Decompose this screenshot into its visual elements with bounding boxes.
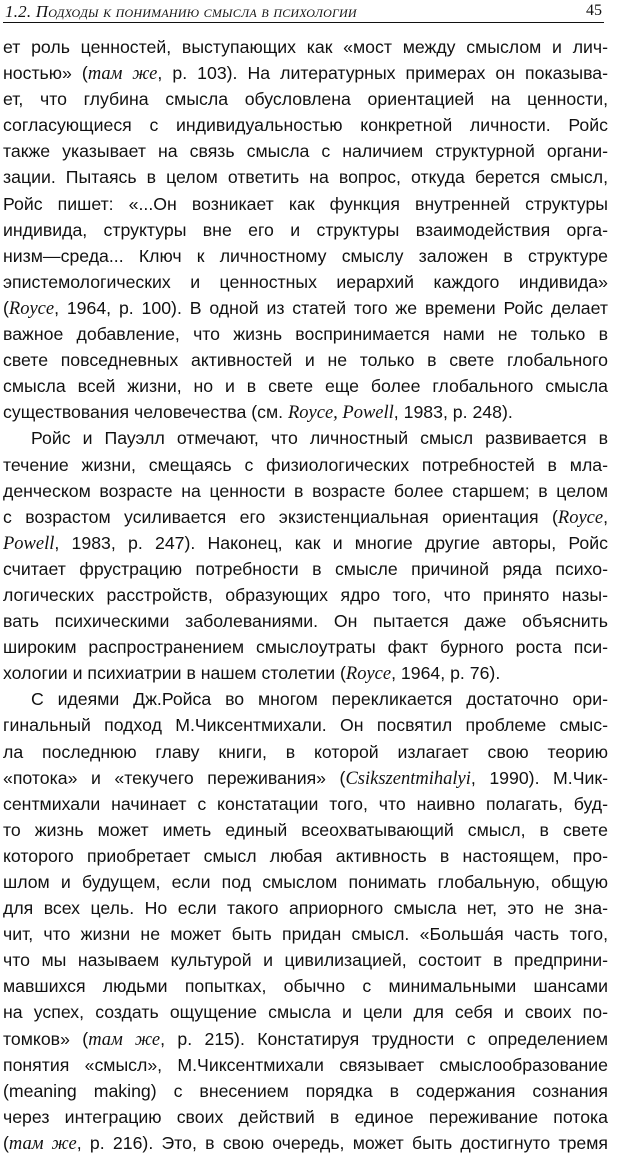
chapter-heading: 1.2. Подходы к пониманию смысла в психологии xyxy=(5,2,357,21)
text-line: ет, что глубина смысла обусловлена ориентацией на ценности, xyxy=(3,89,608,110)
text-line: для всех цель. Но если такого априорного смысла нет, это не зна- xyxy=(3,898,608,919)
page-number: 45 xyxy=(586,2,602,19)
text-line: согласующиеся с индивидуальностью конкретной личности. Ройс xyxy=(3,115,608,136)
header-rule xyxy=(3,22,604,23)
text-line: смысла всей жизни, но и в свете еще более глобального смысла xyxy=(3,376,608,397)
citation-italic: там же xyxy=(88,1029,161,1050)
text-line: денческом возрасте на ценности в возрасте более старшем; в целом xyxy=(3,480,608,501)
text-line: логических расстройств, образующих ядро того, что принято назы- xyxy=(3,584,608,605)
citation-italic: Powell xyxy=(3,533,55,554)
text-line: хологии и психиатрии в нашем столетии (Royce, 1964, р. 76). xyxy=(3,663,501,685)
text-line: низм—среда... Ключ к личностному смыслу заложен в структуре xyxy=(3,245,608,266)
text-line: Powell, 1983, р. 247). Наконец, как и многие другие авторы, Ройс xyxy=(3,532,608,554)
text-line: зации. Пытаясь в целом ответить на вопрос, откуда берется смысл, xyxy=(3,167,608,188)
text-line: ностью» (там же, р. 103). На литературных примерах он показыва- xyxy=(3,63,608,85)
text-line: также указывает на связь смысла с наличием структурной органи- xyxy=(3,141,608,162)
text-line: важное добавление, что жизнь воспринимается нами не только в xyxy=(3,324,608,345)
text-line: которого приобретает смысл любая активность в настоящем, про- xyxy=(3,845,608,866)
text-line: индивида, структуры вне его и структуры взаимодействия орга- xyxy=(3,219,608,240)
citation-italic: там же xyxy=(87,64,158,85)
text-line: мавшихся людьми попытках, обычно с минимальными шансами xyxy=(3,976,608,997)
text-line: гинальный подход М.Чиксентмихали. Он посвятил проблеме смыс- xyxy=(3,715,608,736)
text-line: (там же, р. 216). Это, в свою очередь, может быть достигнуто тремя xyxy=(3,1132,608,1154)
text-line: (Royce, 1964, р. 100). В одной из статей того же времени Ройс делает xyxy=(3,297,608,319)
text-line: то жизнь может иметь единый всеохватывающий смысл, в свете xyxy=(3,819,608,840)
text-line: С идеями Дж.Ройса во многом перекликается достаточно ори- xyxy=(31,689,608,710)
citation-italic: там же xyxy=(8,1133,77,1154)
text-line: свете повседневных активностей и не только в свете глобального xyxy=(3,350,608,371)
text-line: «потока» и «текучего переживания» (Csikszentmihalyi, 1990). М.Чик- xyxy=(3,767,608,789)
body-text xyxy=(3,34,608,1156)
text-line: Ройс и Пауэлл отмечают, что личностный смысл развивается в xyxy=(31,428,608,449)
text-line: с возрастом усиливается его экзистенциальная ориентация (Royce, xyxy=(3,506,608,528)
text-line: Ройс пишет: «...Он возникает как функция внутренней структуры xyxy=(3,193,608,214)
citation-italic: Royce xyxy=(345,664,392,685)
citation-italic: Royce xyxy=(557,507,604,528)
text-line: (meaning making) с внесением порядка в содержания сознания xyxy=(3,1080,608,1101)
citation-italic: Royce xyxy=(8,298,55,319)
text-line: через интеграцию своих действий в единое переживание потока xyxy=(3,1106,608,1127)
running-header xyxy=(3,0,608,26)
text-line: ла последнюю главу книги, в которой излагает свою теорию xyxy=(3,741,608,762)
text-line: на успех, создать ощущение смысла и цели для себя и своих по- xyxy=(3,1002,608,1023)
text-line: чит, что жизни не может быть придан смысл. «Большáя часть того, xyxy=(3,924,608,945)
text-line: шлом и будущем, если под смыслом понимать глобальную, общую xyxy=(3,872,608,892)
text-line: течение жизни, смещаясь с физиологических потребностей в мла- xyxy=(3,454,608,475)
text-line: эпистемологических и ценностных иерархий каждого индивида» xyxy=(3,271,608,292)
text-line: широким распространением смыслоутраты факт бурного роста пси- xyxy=(3,637,608,658)
text-line: вать психическими заболеваниями. Он пытается даже объяснить xyxy=(3,611,608,632)
citation-italic: Csikszentmihalyi xyxy=(345,768,471,789)
text-line: что мы называем культурой и цивилизацией, состоит в предприни- xyxy=(3,950,608,971)
text-line: ет роль ценностей, выступающих как «мост между смыслом и лич- xyxy=(3,37,608,57)
text-line: считает фрустрацию потребности в смысле причиной ряда психо- xyxy=(3,558,608,579)
text-line: сентмихали начинает с констатации того, что наивно полагать, буд- xyxy=(3,793,608,814)
text-line: существования человечества (см. Royce, Powell, 1983, р. 248). xyxy=(3,402,513,424)
text-line: понятия «смысл», М.Чиксентмихали связывает смыслообразование xyxy=(3,1054,608,1075)
text-line: томков» (там же, р. 215). Констатируя трудности с определением xyxy=(3,1028,608,1050)
citation-italic: Royce, Powell xyxy=(287,403,394,424)
